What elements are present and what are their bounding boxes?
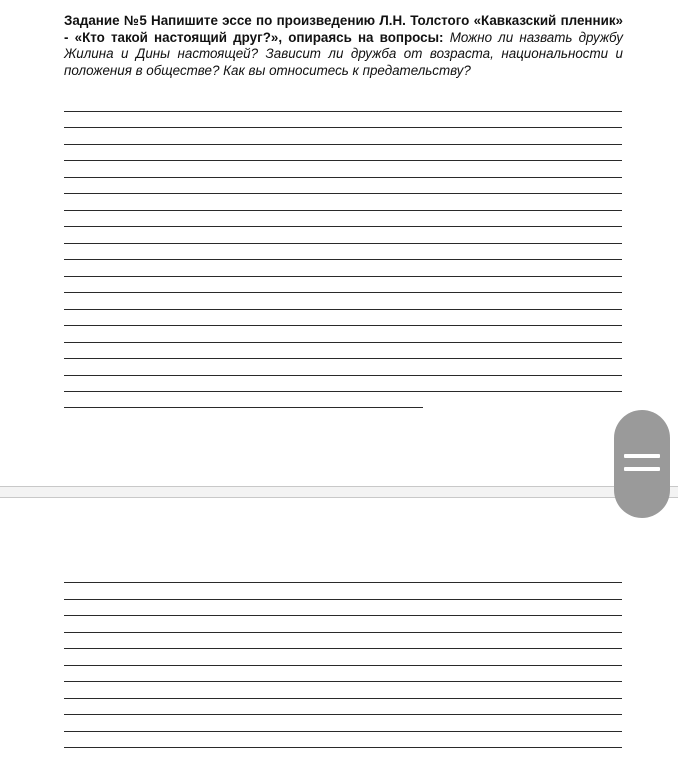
- answer-line: [64, 292, 622, 293]
- answer-line: [64, 193, 622, 194]
- answer-line: [64, 747, 622, 748]
- answer-line: [64, 391, 622, 392]
- answer-line: [64, 632, 622, 633]
- answer-line: [64, 127, 622, 128]
- page-separator: [0, 486, 678, 498]
- answer-line: [64, 375, 622, 376]
- answer-line: [64, 243, 622, 244]
- answer-line: [64, 407, 423, 408]
- answer-line: [64, 358, 622, 359]
- task-heading: Задание №5 Напишите эссе по произведению Л.Н. Толстого «Кавказский пленник» - «Кто такой настоящий друг?», опираясь на вопросы:: [64, 13, 623, 45]
- task-questions: Можно ли назвать дружбу Жилина и Дины настоящей? Зависит ли дружба от возраста, национальности и положения в обществе? Как вы относитесь к предательству?: [64, 29, 623, 78]
- answer-line: [64, 160, 622, 161]
- answer-line: [64, 144, 622, 145]
- answer-line: [64, 259, 622, 260]
- answer-line: [64, 714, 622, 715]
- answer-line: [64, 325, 622, 326]
- answer-line: [64, 599, 622, 600]
- answer-line: [64, 615, 622, 616]
- answer-line: [64, 309, 622, 310]
- answer-line: [64, 665, 622, 666]
- answer-line: [64, 731, 622, 732]
- answer-line: [64, 648, 622, 649]
- answer-line: [64, 111, 622, 112]
- answer-line: [64, 342, 622, 343]
- answer-line: [64, 681, 622, 682]
- answer-line: [64, 582, 622, 583]
- answer-line: [64, 177, 622, 178]
- task-text: [64, 13, 623, 79]
- scroll-handle[interactable]: [614, 410, 670, 518]
- answer-line: [64, 226, 622, 227]
- worksheet-page-2: [0, 498, 678, 758]
- answer-line: [64, 698, 622, 699]
- answer-line: [64, 276, 622, 277]
- answer-line: [64, 210, 622, 211]
